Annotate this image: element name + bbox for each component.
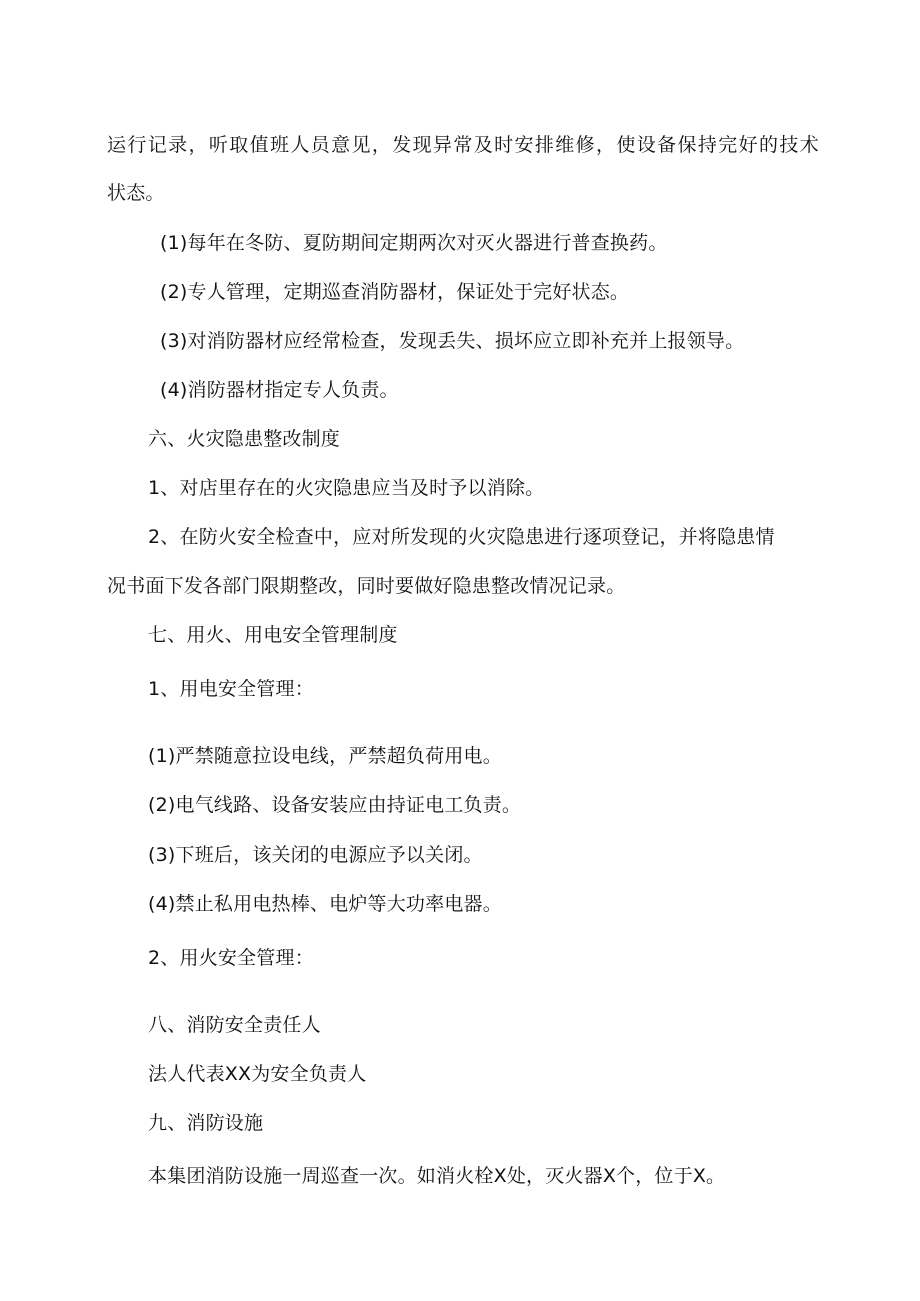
list-item: (3)下班后，该关闭的电源应予以关闭。 [148, 844, 483, 866]
subsection-heading: 2、用火安全管理： [148, 947, 314, 969]
section-heading: 七、用火、用电安全管理制度 [148, 624, 398, 646]
section-heading: 九、消防设施 [148, 1112, 264, 1134]
list-item: (4)禁止私用电热棒、电炉等大功率电器。 [148, 893, 502, 915]
paragraph-line: 法人代表XX为安全负责人 [148, 1063, 367, 1085]
paragraph-line: 本集团消防设施一周巡查一次。如消火栓X处，灭火器X个，位于X。 [148, 1165, 726, 1187]
list-item: (1)每年在冬防、夏防期间定期两次对灭火器进行普查换药。 [160, 232, 668, 254]
paragraph-line: 2、在防火安全检查中，应对所发现的火灾隐患进行逐项登记，并将隐患情 [148, 526, 775, 548]
list-item: (2)专人管理，定期巡查消防器材，保证处于完好状态。 [160, 281, 630, 303]
subsection-heading: 1、用电安全管理： [148, 678, 314, 700]
list-item: (2)电气线路、设备安装应由持证电工负责。 [148, 794, 522, 816]
section-heading: 六、火灾隐患整改制度 [148, 428, 341, 450]
section-heading: 八、消防安全责任人 [148, 1014, 321, 1036]
list-item: (4)消防器材指定专人负责。 [160, 379, 399, 401]
list-item: (1)严禁随意拉设电线，严禁超负荷用电。 [148, 745, 502, 767]
paragraph-line: 况书面下发各部门限期整改，同时要做好隐患整改情况记录。 [107, 575, 626, 597]
paragraph-line: 1、对店里存在的火灾隐患应当及时予以消除。 [148, 477, 545, 499]
paragraph-line: 状态。 [107, 182, 165, 204]
list-item: (3)对消防器材应经常检查，发现丢失、损坏应立即补充并上报领导。 [160, 330, 745, 352]
paragraph-line: 运行记录，听取值班人员意见，发现异常及时安排维修，使设备保持完好的技术 [107, 134, 819, 156]
